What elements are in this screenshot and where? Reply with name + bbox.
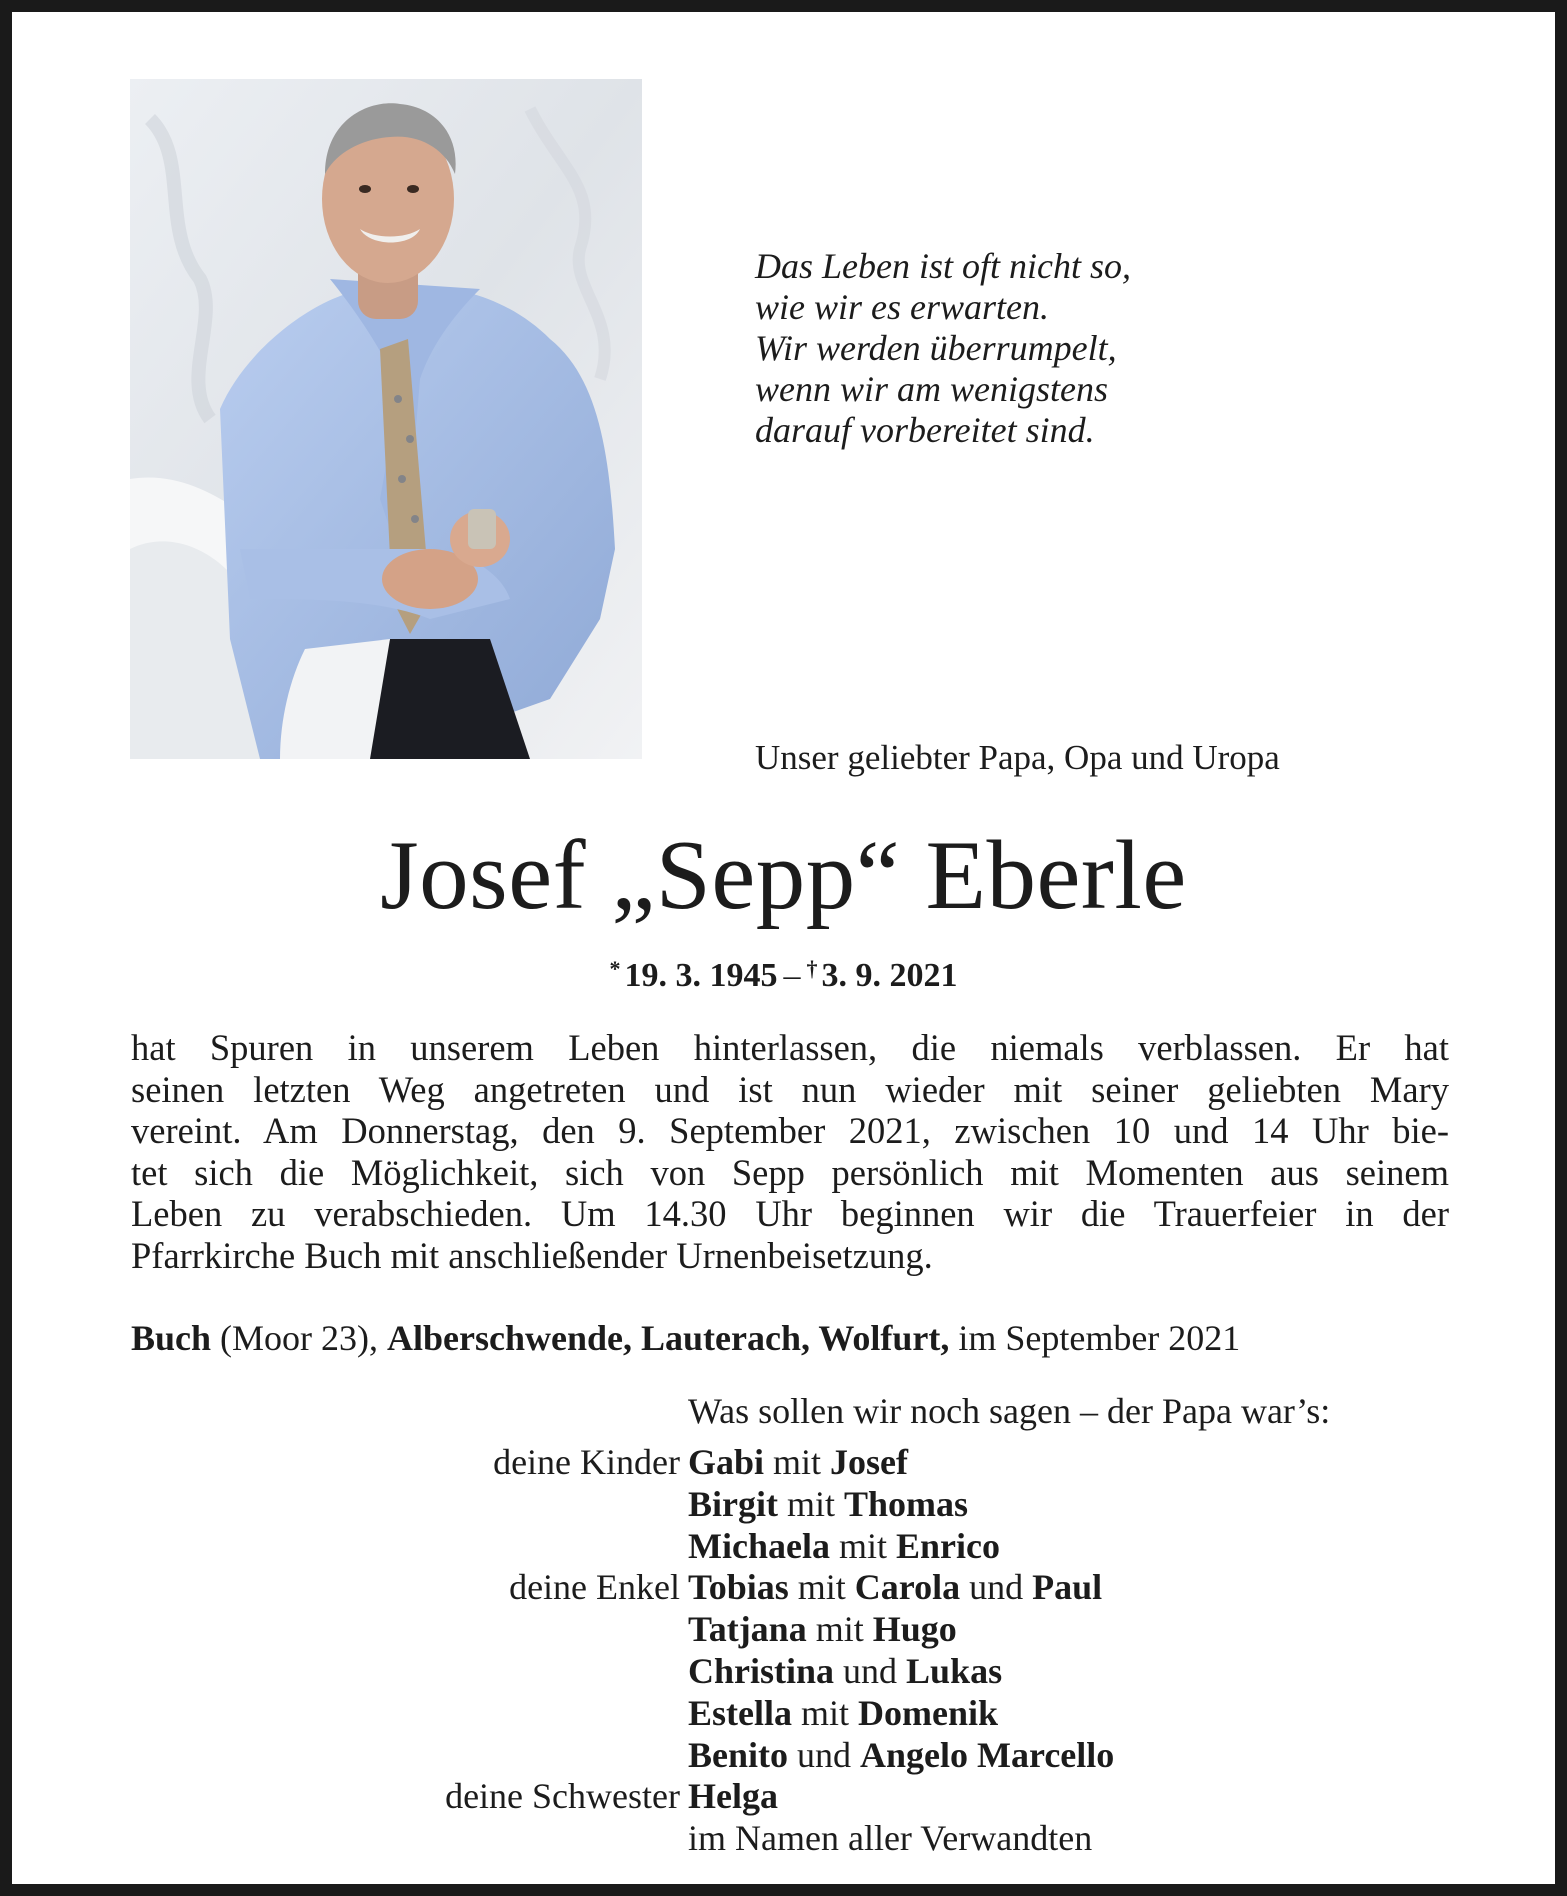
family-names [688, 1484, 968, 1526]
intro-line: Unser geliebter Papa, Opa und Uropa [755, 738, 1280, 777]
family-names [688, 1442, 908, 1484]
deceased-name: Josef „Sepp“ Eberle [380, 821, 1187, 930]
family-row [12, 1818, 1567, 1860]
family-names [688, 1567, 1102, 1609]
family-connector: mit [777, 1483, 844, 1524]
family-relation: deine Kinder [493, 1442, 680, 1482]
family-member-name: Carola [854, 1567, 961, 1608]
announcement-line: seinen letzten Weg angetreten und ist nun wieder mit seiner geliebten Mary [131, 1068, 1449, 1110]
family-member-name: Michaela [688, 1525, 830, 1566]
life-dates [12, 948, 1555, 997]
announcement-line: vereint. Am Donnerstag, den 9. September 2021, zwischen 10 und 14 Uhr bie- [131, 1110, 1449, 1151]
family-member-name: Angelo Marcello [860, 1734, 1115, 1775]
family-names [688, 1818, 1092, 1860]
family-row [12, 1484, 1567, 1526]
quote-line: Das Leben ist oft nicht so, [755, 246, 1131, 286]
family-names [688, 1651, 1002, 1693]
family-member-name: Estella [688, 1692, 792, 1733]
birth-symbol: * [609, 956, 621, 981]
family-names [688, 1776, 778, 1818]
closing-line: Was sollen wir noch sagen – der Papa war’s: [688, 1391, 1331, 1431]
place-others: Alberschwende, Lauterach, Wolfurt, [387, 1318, 950, 1358]
family-connector: im Namen aller Verwandten [688, 1818, 1093, 1859]
quote-line: wenn wir am wenigstens [755, 369, 1109, 409]
family-row [12, 1567, 1567, 1609]
place-date: im September 2021 [949, 1318, 1241, 1358]
portrait-photo [130, 79, 642, 759]
family-connector: und [834, 1650, 907, 1691]
family-connector: und [788, 1734, 861, 1775]
quote-line: wie wir es erwarten. [755, 287, 1049, 327]
family-member-name: Gabi [688, 1442, 765, 1482]
family-member-name: Lukas [906, 1650, 1003, 1691]
family-member-name: Thomas [844, 1483, 969, 1524]
announcement-line: tet sich die Möglichkeit, sich von Sepp persönlich mit Momenten aus seinem [131, 1151, 1449, 1193]
family-names [688, 1693, 998, 1735]
place-address: (Moor 23), [211, 1318, 388, 1358]
family-connector: mit [788, 1567, 855, 1608]
birth-date: 19. 3. 1945 [624, 957, 778, 994]
family-list [12, 1442, 1567, 1860]
family-connector: und [960, 1567, 1033, 1608]
family-member-name: Helga [688, 1776, 778, 1817]
date-separator: – [783, 957, 801, 994]
family-connector: mit [764, 1442, 831, 1482]
family-connector: mit [829, 1525, 896, 1566]
announcement-line: hat Spuren in unserem Leben hinterlassen, die niemals verblassen. Er hat [131, 1027, 1449, 1068]
place-date-line [131, 1317, 1449, 1359]
family-relation: deine Schwester [445, 1776, 680, 1817]
death-date: 3. 9. 2021 [821, 957, 958, 994]
family-member-name: Hugo [872, 1609, 957, 1650]
family-row [12, 1693, 1567, 1735]
family-member-name: Birgit [688, 1483, 778, 1524]
family-member-name: Tobias [688, 1567, 789, 1608]
family-names [688, 1735, 1114, 1777]
family-connector: mit [792, 1692, 859, 1733]
family-row [12, 1442, 1567, 1484]
quote-line: Wir werden überrumpelt, [755, 328, 1117, 368]
family-member-name: Enrico [895, 1525, 1000, 1566]
family-names [688, 1526, 1000, 1568]
family-member-name: Christina [688, 1650, 835, 1691]
portrait-illustration [130, 79, 642, 759]
family-names [688, 1609, 957, 1651]
family-row [12, 1776, 1567, 1818]
family-member-name: Tatjana [688, 1609, 807, 1650]
quote-block [755, 246, 1275, 451]
family-member-name: Domenik [858, 1692, 999, 1733]
family-member-name: Josef [830, 1442, 909, 1482]
announcement-line: Leben zu verabschieden. Um 14.30 Uhr beginnen wir die Trauerfeier in der [131, 1193, 1449, 1234]
family-connector: mit [806, 1609, 873, 1650]
family-row [12, 1526, 1567, 1568]
family-row [12, 1735, 1567, 1777]
family-relation: deine Enkel [509, 1567, 680, 1608]
family-row [12, 1609, 1567, 1651]
family-row [12, 1651, 1567, 1693]
family-member-name: Paul [1032, 1567, 1103, 1608]
family-member-name: Benito [688, 1734, 789, 1775]
place-town: Buch [131, 1318, 212, 1358]
quote-line: darauf vorbereitet sind. [755, 410, 1095, 450]
announcement-line: Pfarrkirche Buch mit anschließender Urnenbeisetzung. [131, 1234, 933, 1276]
announcement-text [131, 1027, 1449, 1276]
death-symbol: † [806, 956, 818, 981]
